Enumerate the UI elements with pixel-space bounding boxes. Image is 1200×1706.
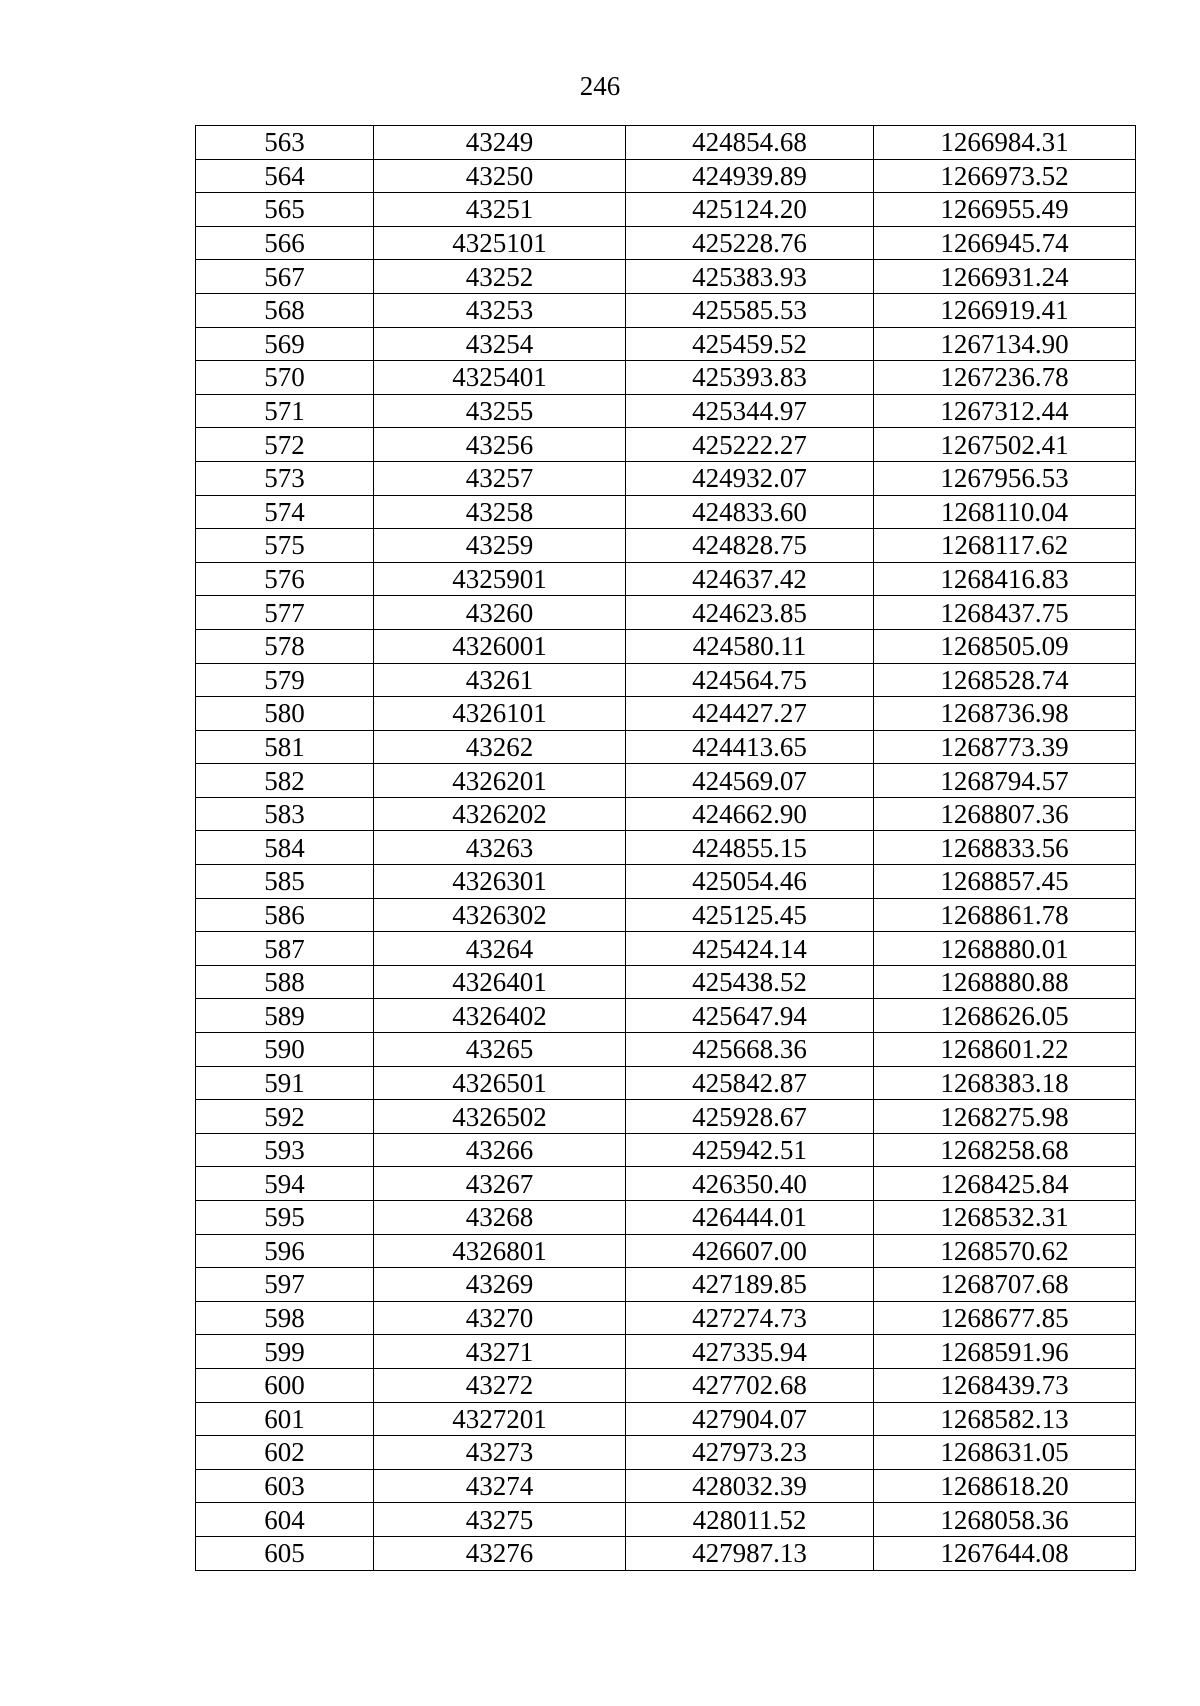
- row-index-cell: 582: [196, 764, 374, 798]
- table-row: [196, 932, 1136, 966]
- table-row: [196, 226, 1136, 260]
- x-coordinate-cell: 427702.68: [626, 1368, 874, 1402]
- point-id-cell: 4326201: [374, 764, 626, 798]
- table-row: [196, 529, 1136, 563]
- row-index-cell: 567: [196, 260, 374, 294]
- y-coordinate-cell: 1267134.90: [874, 327, 1136, 361]
- y-coordinate-cell: 1268425.84: [874, 1167, 1136, 1201]
- point-id-cell: 43255: [374, 394, 626, 428]
- x-coordinate-cell: 426444.01: [626, 1201, 874, 1235]
- row-index-cell: 571: [196, 394, 374, 428]
- x-coordinate-cell: 425124.20: [626, 193, 874, 227]
- table-row: [196, 1536, 1136, 1570]
- row-index-cell: 575: [196, 529, 374, 563]
- point-id-cell: 43254: [374, 327, 626, 361]
- row-index-cell: 573: [196, 461, 374, 495]
- point-id-cell: 43264: [374, 932, 626, 966]
- x-coordinate-cell: 426607.00: [626, 1234, 874, 1268]
- y-coordinate-cell: 1268880.01: [874, 932, 1136, 966]
- x-coordinate-cell: 425125.45: [626, 898, 874, 932]
- x-coordinate-cell: 424854.68: [626, 126, 874, 160]
- table-row: [196, 1301, 1136, 1335]
- x-coordinate-cell: 425459.52: [626, 327, 874, 361]
- table-row: [196, 663, 1136, 697]
- point-id-cell: 43260: [374, 596, 626, 630]
- y-coordinate-cell: 1267236.78: [874, 361, 1136, 395]
- x-coordinate-cell: 424939.89: [626, 159, 874, 193]
- x-coordinate-cell: 425942.51: [626, 1133, 874, 1167]
- row-index-cell: 600: [196, 1368, 374, 1402]
- table-row: [196, 898, 1136, 932]
- x-coordinate-cell: 427189.85: [626, 1268, 874, 1302]
- row-index-cell: 590: [196, 1033, 374, 1067]
- y-coordinate-cell: 1267956.53: [874, 461, 1136, 495]
- y-coordinate-cell: 1268618.20: [874, 1469, 1136, 1503]
- row-index-cell: 569: [196, 327, 374, 361]
- point-id-cell: 43272: [374, 1368, 626, 1402]
- table-row: [196, 629, 1136, 663]
- y-coordinate-cell: 1266955.49: [874, 193, 1136, 227]
- row-index-cell: 574: [196, 495, 374, 529]
- x-coordinate-cell: 425393.83: [626, 361, 874, 395]
- table-row: [196, 730, 1136, 764]
- row-index-cell: 576: [196, 562, 374, 596]
- x-coordinate-cell: 424413.65: [626, 730, 874, 764]
- row-index-cell: 570: [196, 361, 374, 395]
- table-row: [196, 361, 1136, 395]
- x-coordinate-cell: 424833.60: [626, 495, 874, 529]
- row-index-cell: 577: [196, 596, 374, 630]
- table-row: [196, 394, 1136, 428]
- point-id-cell: 43271: [374, 1335, 626, 1369]
- point-id-cell: 4325901: [374, 562, 626, 596]
- row-index-cell: 586: [196, 898, 374, 932]
- point-id-cell: 4325101: [374, 226, 626, 260]
- x-coordinate-cell: 424623.85: [626, 596, 874, 630]
- y-coordinate-cell: 1268570.62: [874, 1234, 1136, 1268]
- point-id-cell: 4325401: [374, 361, 626, 395]
- row-index-cell: 585: [196, 865, 374, 899]
- x-coordinate-cell: 425928.67: [626, 1100, 874, 1134]
- point-id-cell: 43270: [374, 1301, 626, 1335]
- x-coordinate-cell: 427274.73: [626, 1301, 874, 1335]
- point-id-cell: 43252: [374, 260, 626, 294]
- y-coordinate-cell: 1268582.13: [874, 1402, 1136, 1436]
- row-index-cell: 593: [196, 1133, 374, 1167]
- table-row: [196, 1436, 1136, 1470]
- point-id-cell: 43251: [374, 193, 626, 227]
- row-index-cell: 592: [196, 1100, 374, 1134]
- row-index-cell: 601: [196, 1402, 374, 1436]
- point-id-cell: 4326501: [374, 1066, 626, 1100]
- x-coordinate-cell: 424564.75: [626, 663, 874, 697]
- x-coordinate-cell: 424828.75: [626, 529, 874, 563]
- row-index-cell: 599: [196, 1335, 374, 1369]
- point-id-cell: 43265: [374, 1033, 626, 1067]
- y-coordinate-cell: 1268736.98: [874, 697, 1136, 731]
- table-row: [196, 831, 1136, 865]
- x-coordinate-cell: 425222.27: [626, 428, 874, 462]
- y-coordinate-cell: 1268794.57: [874, 764, 1136, 798]
- table-row: [196, 126, 1136, 160]
- point-id-cell: 43261: [374, 663, 626, 697]
- y-coordinate-cell: 1268601.22: [874, 1033, 1136, 1067]
- table-row: [196, 1201, 1136, 1235]
- row-index-cell: 587: [196, 932, 374, 966]
- y-coordinate-cell: 1268880.88: [874, 965, 1136, 999]
- y-coordinate-cell: 1266945.74: [874, 226, 1136, 260]
- y-coordinate-cell: 1268058.36: [874, 1503, 1136, 1537]
- table-row: [196, 1402, 1136, 1436]
- y-coordinate-cell: 1267644.08: [874, 1536, 1136, 1570]
- y-coordinate-cell: 1268591.96: [874, 1335, 1136, 1369]
- y-coordinate-cell: 1268773.39: [874, 730, 1136, 764]
- table-row: [196, 797, 1136, 831]
- table-row: [196, 193, 1136, 227]
- x-coordinate-cell: 428032.39: [626, 1469, 874, 1503]
- row-index-cell: 580: [196, 697, 374, 731]
- point-id-cell: 4326301: [374, 865, 626, 899]
- row-index-cell: 583: [196, 797, 374, 831]
- row-index-cell: 581: [196, 730, 374, 764]
- coordinates-table: [195, 125, 1136, 1571]
- point-id-cell: 43269: [374, 1268, 626, 1302]
- x-coordinate-cell: 425228.76: [626, 226, 874, 260]
- row-index-cell: 568: [196, 293, 374, 327]
- table-row: [196, 1234, 1136, 1268]
- table-row: [196, 428, 1136, 462]
- row-index-cell: 604: [196, 1503, 374, 1537]
- table-row: [196, 495, 1136, 529]
- y-coordinate-cell: 1266919.41: [874, 293, 1136, 327]
- row-index-cell: 563: [196, 126, 374, 160]
- table-row: [196, 293, 1136, 327]
- point-id-cell: 43258: [374, 495, 626, 529]
- coordinates-table-body: [196, 126, 1136, 1571]
- point-id-cell: 43256: [374, 428, 626, 462]
- point-id-cell: 43263: [374, 831, 626, 865]
- x-coordinate-cell: 427973.23: [626, 1436, 874, 1470]
- y-coordinate-cell: 1268626.05: [874, 999, 1136, 1033]
- y-coordinate-cell: 1268833.56: [874, 831, 1136, 865]
- row-index-cell: 579: [196, 663, 374, 697]
- row-index-cell: 603: [196, 1469, 374, 1503]
- x-coordinate-cell: 425647.94: [626, 999, 874, 1033]
- row-index-cell: 591: [196, 1066, 374, 1100]
- table-row: [196, 1268, 1136, 1302]
- table-row: [196, 562, 1136, 596]
- point-id-cell: 4326502: [374, 1100, 626, 1134]
- row-index-cell: 598: [196, 1301, 374, 1335]
- x-coordinate-cell: 427335.94: [626, 1335, 874, 1369]
- table-row: [196, 1469, 1136, 1503]
- row-index-cell: 589: [196, 999, 374, 1033]
- y-coordinate-cell: 1268416.83: [874, 562, 1136, 596]
- y-coordinate-cell: 1268383.18: [874, 1066, 1136, 1100]
- point-id-cell: 43268: [374, 1201, 626, 1235]
- x-coordinate-cell: 425424.14: [626, 932, 874, 966]
- y-coordinate-cell: 1268532.31: [874, 1201, 1136, 1235]
- table-row: [196, 1066, 1136, 1100]
- x-coordinate-cell: 424855.15: [626, 831, 874, 865]
- x-coordinate-cell: 425438.52: [626, 965, 874, 999]
- point-id-cell: 43253: [374, 293, 626, 327]
- row-index-cell: 594: [196, 1167, 374, 1201]
- table-row: [196, 327, 1136, 361]
- x-coordinate-cell: 426350.40: [626, 1167, 874, 1201]
- y-coordinate-cell: 1266973.52: [874, 159, 1136, 193]
- y-coordinate-cell: 1268807.36: [874, 797, 1136, 831]
- x-coordinate-cell: 425668.36: [626, 1033, 874, 1067]
- x-coordinate-cell: 425585.53: [626, 293, 874, 327]
- point-id-cell: 43274: [374, 1469, 626, 1503]
- y-coordinate-cell: 1266984.31: [874, 126, 1136, 160]
- row-index-cell: 605: [196, 1536, 374, 1570]
- x-coordinate-cell: 428011.52: [626, 1503, 874, 1537]
- x-coordinate-cell: 425344.97: [626, 394, 874, 428]
- table-row: [196, 1100, 1136, 1134]
- table-row: [196, 1033, 1136, 1067]
- y-coordinate-cell: 1268707.68: [874, 1268, 1136, 1302]
- point-id-cell: 4326101: [374, 697, 626, 731]
- y-coordinate-cell: 1268258.68: [874, 1133, 1136, 1167]
- table-row: [196, 764, 1136, 798]
- point-id-cell: 4326202: [374, 797, 626, 831]
- x-coordinate-cell: 427987.13: [626, 1536, 874, 1570]
- row-index-cell: 584: [196, 831, 374, 865]
- row-index-cell: 597: [196, 1268, 374, 1302]
- x-coordinate-cell: 424427.27: [626, 697, 874, 731]
- y-coordinate-cell: 1267502.41: [874, 428, 1136, 462]
- point-id-cell: 43266: [374, 1133, 626, 1167]
- x-coordinate-cell: 424662.90: [626, 797, 874, 831]
- table-row: [196, 596, 1136, 630]
- table-row: [196, 1167, 1136, 1201]
- row-index-cell: 595: [196, 1201, 374, 1235]
- y-coordinate-cell: 1268439.73: [874, 1368, 1136, 1402]
- x-coordinate-cell: 425842.87: [626, 1066, 874, 1100]
- y-coordinate-cell: 1268110.04: [874, 495, 1136, 529]
- x-coordinate-cell: 424569.07: [626, 764, 874, 798]
- point-id-cell: 4326001: [374, 629, 626, 663]
- table-row: [196, 1133, 1136, 1167]
- table-row: [196, 999, 1136, 1033]
- y-coordinate-cell: 1266931.24: [874, 260, 1136, 294]
- y-coordinate-cell: 1268861.78: [874, 898, 1136, 932]
- row-index-cell: 565: [196, 193, 374, 227]
- row-index-cell: 588: [196, 965, 374, 999]
- y-coordinate-cell: 1268275.98: [874, 1100, 1136, 1134]
- row-index-cell: 602: [196, 1436, 374, 1470]
- table-row: [196, 865, 1136, 899]
- y-coordinate-cell: 1268677.85: [874, 1301, 1136, 1335]
- x-coordinate-cell: 424580.11: [626, 629, 874, 663]
- page-number: 246: [579, 71, 621, 101]
- row-index-cell: 578: [196, 629, 374, 663]
- y-coordinate-cell: 1268437.75: [874, 596, 1136, 630]
- point-id-cell: 43273: [374, 1436, 626, 1470]
- y-coordinate-cell: 1268528.74: [874, 663, 1136, 697]
- x-coordinate-cell: 424637.42: [626, 562, 874, 596]
- row-index-cell: 572: [196, 428, 374, 462]
- table-row: [196, 697, 1136, 731]
- point-id-cell: 43262: [374, 730, 626, 764]
- table-row: [196, 1503, 1136, 1537]
- x-coordinate-cell: 425383.93: [626, 260, 874, 294]
- point-id-cell: 43267: [374, 1167, 626, 1201]
- y-coordinate-cell: 1268117.62: [874, 529, 1136, 563]
- x-coordinate-cell: 424932.07: [626, 461, 874, 495]
- point-id-cell: 4326302: [374, 898, 626, 932]
- y-coordinate-cell: 1267312.44: [874, 394, 1136, 428]
- point-id-cell: 43275: [374, 1503, 626, 1537]
- point-id-cell: 43259: [374, 529, 626, 563]
- table-row: [196, 965, 1136, 999]
- table-row: [196, 1335, 1136, 1369]
- y-coordinate-cell: 1268857.45: [874, 865, 1136, 899]
- y-coordinate-cell: 1268631.05: [874, 1436, 1136, 1470]
- row-index-cell: 596: [196, 1234, 374, 1268]
- table-row: [196, 1368, 1136, 1402]
- y-coordinate-cell: 1268505.09: [874, 629, 1136, 663]
- point-id-cell: 43249: [374, 126, 626, 160]
- point-id-cell: 4326402: [374, 999, 626, 1033]
- row-index-cell: 564: [196, 159, 374, 193]
- point-id-cell: 43250: [374, 159, 626, 193]
- x-coordinate-cell: 425054.46: [626, 865, 874, 899]
- point-id-cell: 4326801: [374, 1234, 626, 1268]
- table-row: [196, 461, 1136, 495]
- point-id-cell: 43257: [374, 461, 626, 495]
- point-id-cell: 43276: [374, 1536, 626, 1570]
- table-row: [196, 260, 1136, 294]
- table-row: [196, 159, 1136, 193]
- row-index-cell: 566: [196, 226, 374, 260]
- point-id-cell: 4327201: [374, 1402, 626, 1436]
- point-id-cell: 4326401: [374, 965, 626, 999]
- x-coordinate-cell: 427904.07: [626, 1402, 874, 1436]
